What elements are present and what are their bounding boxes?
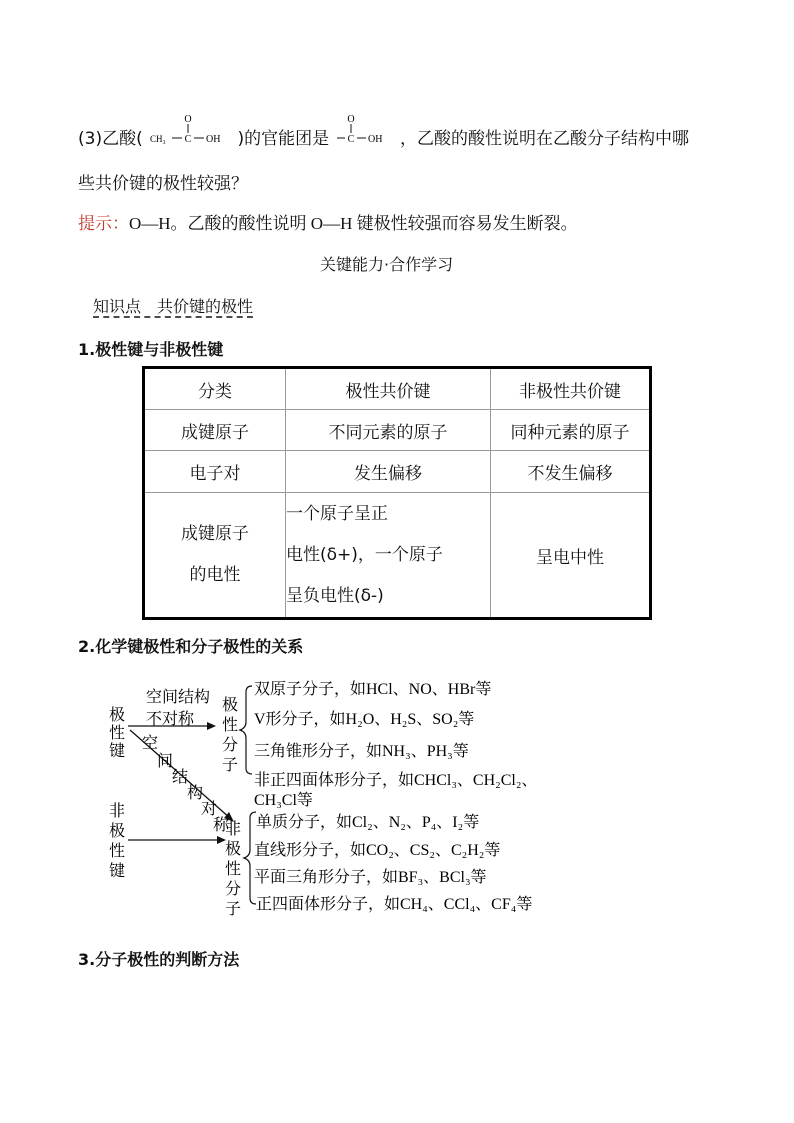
nonpolar-mol-char: 分 — [225, 879, 242, 898]
heading-2: 2.化学键极性和分子极性的关系 — [78, 637, 304, 656]
sym-label-char: 结 — [172, 767, 189, 786]
nonpolar-bond-char: 极 — [109, 821, 126, 840]
table-cell-polar-charge: 一个原子呈正 电性(δ+)，一个原子 呈负电性(δ-) — [286, 493, 491, 619]
sym-label-char: 间 — [157, 751, 174, 770]
table-cell: 同种元素的原子 — [491, 410, 651, 451]
nonpolar-bond-char: 非 — [109, 801, 126, 820]
polar-item: CH₃Cl等 — [254, 792, 313, 809]
sym-label-char: 称 — [213, 815, 230, 834]
nonpolar-mol-char: 极 — [225, 839, 242, 858]
polar-item: V形分子，如H₂O、H₂S、SO₂等 — [254, 711, 475, 728]
q3-line1 — [78, 114, 689, 149]
polar-mol-char: 子 — [222, 755, 239, 774]
q3-line2: 些共价键的极性较强？ — [78, 174, 248, 194]
q3-mid: )的官能团是 — [237, 129, 330, 149]
group-c: C — [347, 134, 354, 145]
acetic-acid-structure — [148, 111, 232, 147]
table-header-row — [144, 368, 651, 410]
bond-polarity-table — [142, 366, 652, 620]
nonpolar-item: 正四面体形分子，如CH₄、CCl₄、CF₄等 — [256, 896, 533, 913]
polar-item: 三角锥形分子，如NH₃、PH₃等 — [254, 743, 469, 760]
acid-o: O — [184, 114, 192, 125]
acid-oh: OH — [206, 134, 221, 145]
nonpolar-item: 直线形分子，如CO₂、CS₂、C₂H₂等 — [254, 842, 501, 859]
sym-label-char: 构 — [187, 783, 204, 802]
nonpolar-mol-char: 非 — [225, 819, 242, 838]
table-cell: 电子对 — [144, 451, 286, 493]
q3-prefix: (3)乙酸( — [78, 129, 143, 149]
nonpolar-mol-char: 性 — [225, 859, 242, 878]
hint-text: O—H。乙酸的酸性说明 O—H 键极性较强而容易发生断裂。 — [129, 214, 578, 233]
nonpolar-mol-char: 子 — [225, 899, 242, 918]
table-cell-charge-label: 成键原子 的电性 — [144, 493, 286, 619]
nonpolar-item: 单质分子，如Cl₂、N₂、P₄、I₂等 — [256, 814, 480, 831]
polar-item: 非正四面体形分子，如CHCl₃、CH₂Cl₂、 — [254, 772, 538, 789]
section-title: 关键能力·合作学习 — [320, 255, 454, 274]
polar-bond-char: 键 — [109, 741, 126, 760]
nonpolar-bond-char: 键 — [109, 861, 126, 880]
table-row — [144, 410, 651, 451]
sym-label-char: 空 — [142, 733, 159, 752]
nonpolar-item: 平面三角形分子，如BF₃、BCl₃等 — [254, 869, 487, 886]
polar-bond-char: 性 — [109, 723, 126, 742]
q3-suffix: ，乙酸的酸性说明在乙酸分子结构中哪 — [399, 129, 689, 149]
knowledge-point: 知识点 共价键的极性 — [93, 297, 254, 316]
polar-mol-char: 分 — [222, 735, 239, 754]
table-header-cell: 非极性共价键 — [491, 368, 651, 410]
table-cell: 呈电中性 — [491, 493, 651, 619]
polar-mol-char: 极 — [222, 695, 239, 714]
group-o: O — [346, 114, 355, 125]
asym-label: 空间结构 — [146, 687, 211, 706]
table-row — [144, 451, 651, 493]
acid-ch3: CH₃ — [150, 134, 166, 144]
polarity-relationship-diagram — [0, 670, 794, 930]
heading-1: 1.极性键与非极性键 — [78, 340, 224, 359]
hint-label: 提示： — [78, 214, 129, 234]
arrow-head — [207, 722, 216, 730]
table-cell: 不同元素的原子 — [286, 410, 491, 451]
heading-3: 3.分子极性的判断方法 — [78, 950, 240, 969]
polar-item: 双原子分子，如HCl、NO、HBr等 — [254, 681, 492, 698]
hint — [78, 209, 578, 234]
table-row — [144, 493, 651, 619]
table-header-cell: 分类 — [144, 368, 286, 410]
table-cell: 不发生偏移 — [491, 451, 651, 493]
table-cell: 发生偏移 — [286, 451, 491, 493]
nonpolar-bond-char: 性 — [109, 841, 126, 860]
polar-mol-char: 性 — [222, 715, 239, 734]
brace — [240, 686, 252, 774]
sym-label-char: 对 — [201, 799, 218, 818]
asym-label: 不对称 — [146, 709, 195, 728]
carboxyl-group-structure — [335, 111, 395, 147]
table-header-cell: 极性共价键 — [286, 368, 491, 410]
polar-bond-char: 极 — [109, 705, 126, 724]
group-oh: OH — [367, 134, 383, 145]
table-cell: 成键原子 — [144, 410, 286, 451]
acid-c: C — [184, 134, 192, 145]
